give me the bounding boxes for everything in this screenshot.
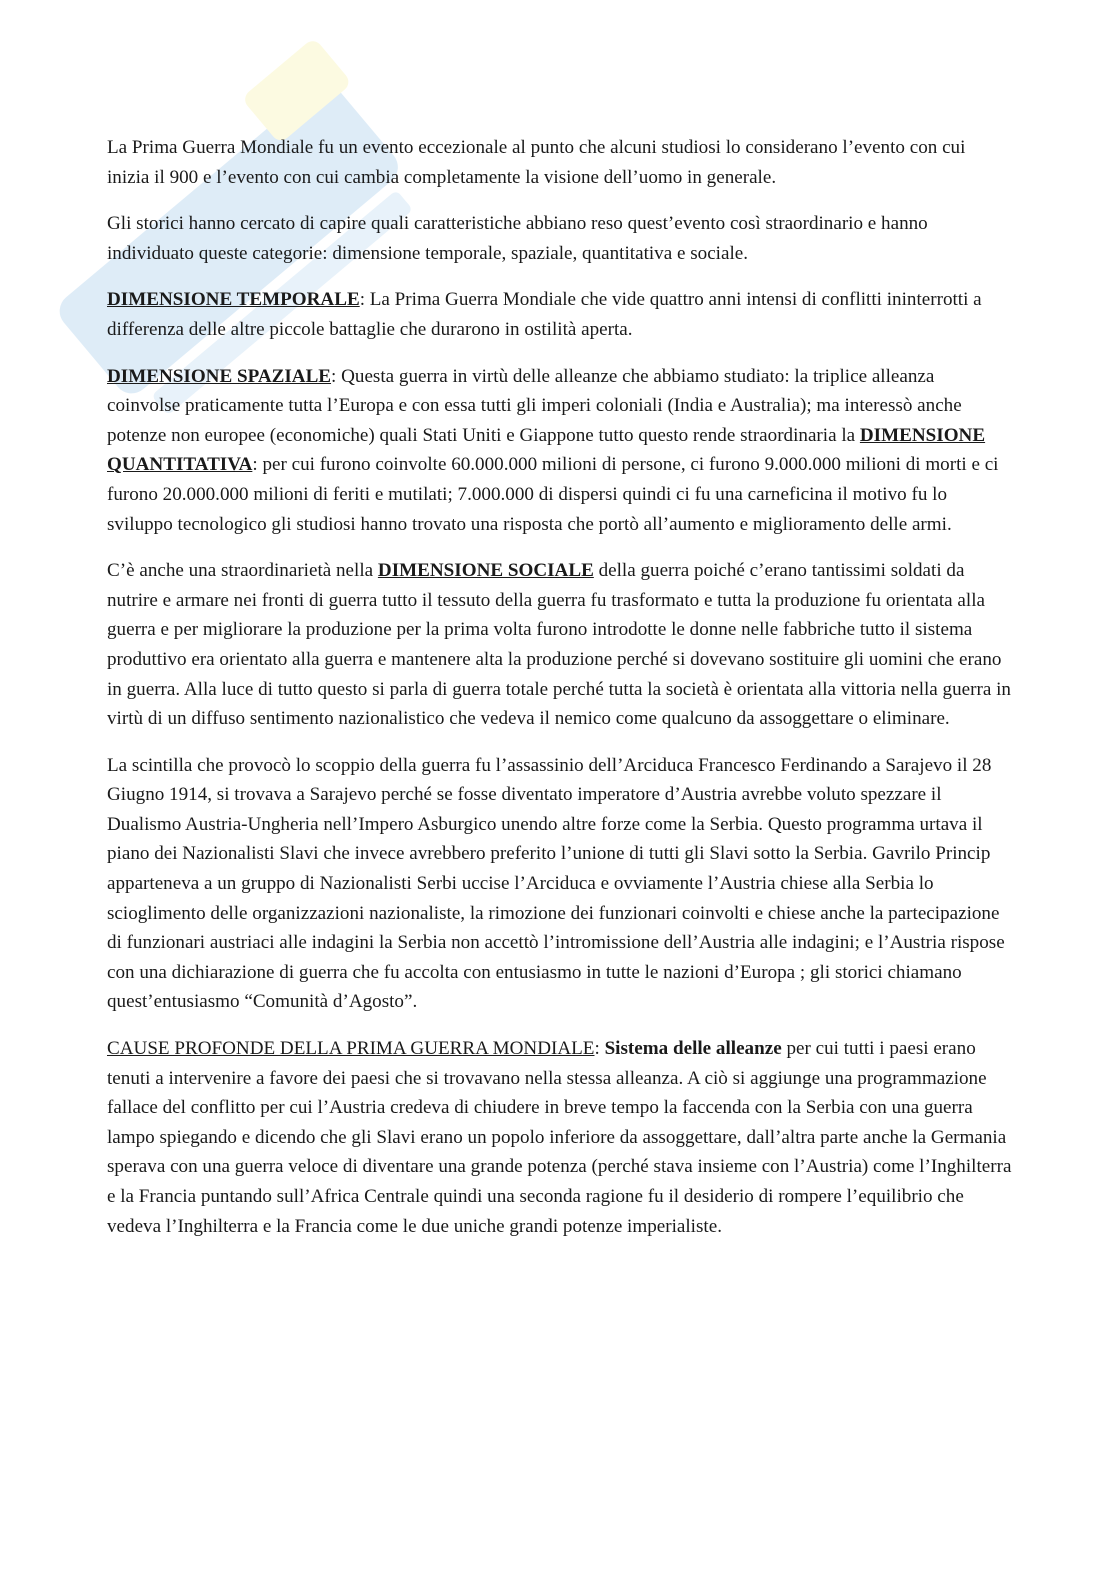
document-body: [107, 133, 1012, 1258]
spatial-paragraph: DIMENSIONE SPAZIALE: Questa guerra in virtù delle alleanze che abbiamo studiato: la triplice alleanza coinvolse praticamente tutta l’Europa e con essa tutti gli imperi coloniali (India e Australia); ma interessò anche potenze non europee (economiche) quali Stati Uniti e Giappone tutto questo rende straordinaria la DIMENSIONE QUANTITATIVA: per cui furono coinvolte 60.000.000 milioni di persone, ci furono 9.000.000 milioni di morti e ci furono 20.000.000 milioni di feriti e mutilati; 7.000.000 di dispersi quindi ci fu una carneficina il motivo fu lo sviluppo tecnologico gli studiosi hanno trovato una risposta che portò all’aumento e miglioramento delle armi.: [107, 365, 999, 535]
spark-paragraph: La scintilla che provocò lo scoppio della guerra fu l’assassinio dell’Arciduca Francesco Ferdinando a Sarajevo il 28 Giugno 1914, si trovava a Sarajevo perché se fosse diventato imperatore d’Austria avrebbe voluto spezzare il Dualismo Austria-Ungheria nell’Impero Asburgico unendo altre forze come la Serbia. Questo programma urtava il piano dei Nazionalisti Slavi che invece avrebbero preferito l’unione di tutti gli Slavi sotto la Serbia. Gavrilo Princip apparteneva a un gruppo di Nazionalisti Serbi uccise l’Arciduca e ovviamente l’Austria chiese alla Serbia lo scioglimento delle organizzazioni nazionaliste, la rimozione dei funzionari coinvolti e chiese anche la partecipazione di funzionari austriaci alle indagini la Serbia non accettò l’intromissione dell’Austria alle indagini; e l’Austria rispose con una dichiarazione di guerra che fu accolta con entusiasmo in tutte le nazioni d’Europa ; gli storici chiamano quest’entusiasmo “Comunità d’Agosto”.: [107, 754, 1005, 1013]
social-paragraph: C’è anche una straordinarietà nella DIMENSIONE SOCIALE della guerra poiché c’erano tantissimi soldati da nutrire e armare nei fronti di guerra tutto il tessuto della guerra fu trasformato e tutta la produzione fu orientata alla guerra e per migliorare la produzione per la prima volta furono introdotte le donne nelle fabbriche tutto il sistema produttivo era orientato alla guerra e mantenere alta la produzione perché si dovevano sostituire gli uomini che erano in guerra. Alla luce di tutto questo si parla di guerra totale perché tutta la società è orientata alla vittoria nella guerra in virtù di un diffuso sentimento nazionalistico che vedeva il nemico come qualcuno da assoggettare o eliminare.: [107, 560, 1011, 730]
heading-cause-profonde: CAUSE PROFONDE DELLA PRIMA GUERRA MONDIALE: [107, 1038, 595, 1060]
heading-dimensione-spaziale: DIMENSIONE SPAZIALE: [107, 365, 332, 387]
temporal-paragraph: DIMENSIONE TEMPORALE: La Prima Guerra Mondiale che vide quattro anni intensi di conflitti ininterrotti a differenza delle altre piccole battaglie che durarono in ostilità aperta.: [107, 289, 982, 340]
heading-dimensione-quantitativa: DIMENSIONE QUANTITATIVA: [107, 424, 986, 476]
categories-paragraph: Gli storici hanno cercato di capire quali caratteristiche abbiano reso quest’evento così straordinario e hanno individuato queste categorie: dimensione temporale, spaziale, quantitativa e sociale.: [107, 213, 928, 264]
sistema-alleanze-bold: Sistema delle alleanze: [604, 1038, 782, 1060]
heading-dimensione-sociale: DIMENSIONE SOCIALE: [377, 560, 594, 582]
intro-paragraph: La Prima Guerra Mondiale fu un evento eccezionale al punto che alcuni studiosi lo considerano l’evento con cui inizia il 900 e l’evento con cui cambia completamente la visione dell’uomo in generale.: [107, 137, 966, 188]
causes-paragraph: CAUSE PROFONDE DELLA PRIMA GUERRA MONDIALE: Sistema delle alleanze per cui tutti i paesi erano tenuti a intervenire a favore dei paesi che si trovavano nella stessa alleanza. A ciò si aggiunge una programmazione fallace del conflitto per cui l’Austria credeva di chiudere in breve tempo la faccenda con la Serbia con una guerra lampo spiegando e dicendo che gli Slavi erano un popolo inferiore da assoggettare, dall’altra parte anche la Germania sperava con una guerra veloce di diventare una grande potenza (perché stava insieme con l’Austria) come l’Inghilterra e la Francia puntando sull’Africa Centrale quindi una seconda ragione fu il desiderio di rompere l’equilibrio che vedeva l’Inghilterra e la Francia come le due uniche grandi potenze imperialiste.: [107, 1038, 1012, 1237]
heading-dimensione-temporale: DIMENSIONE TEMPORALE: [107, 289, 360, 311]
